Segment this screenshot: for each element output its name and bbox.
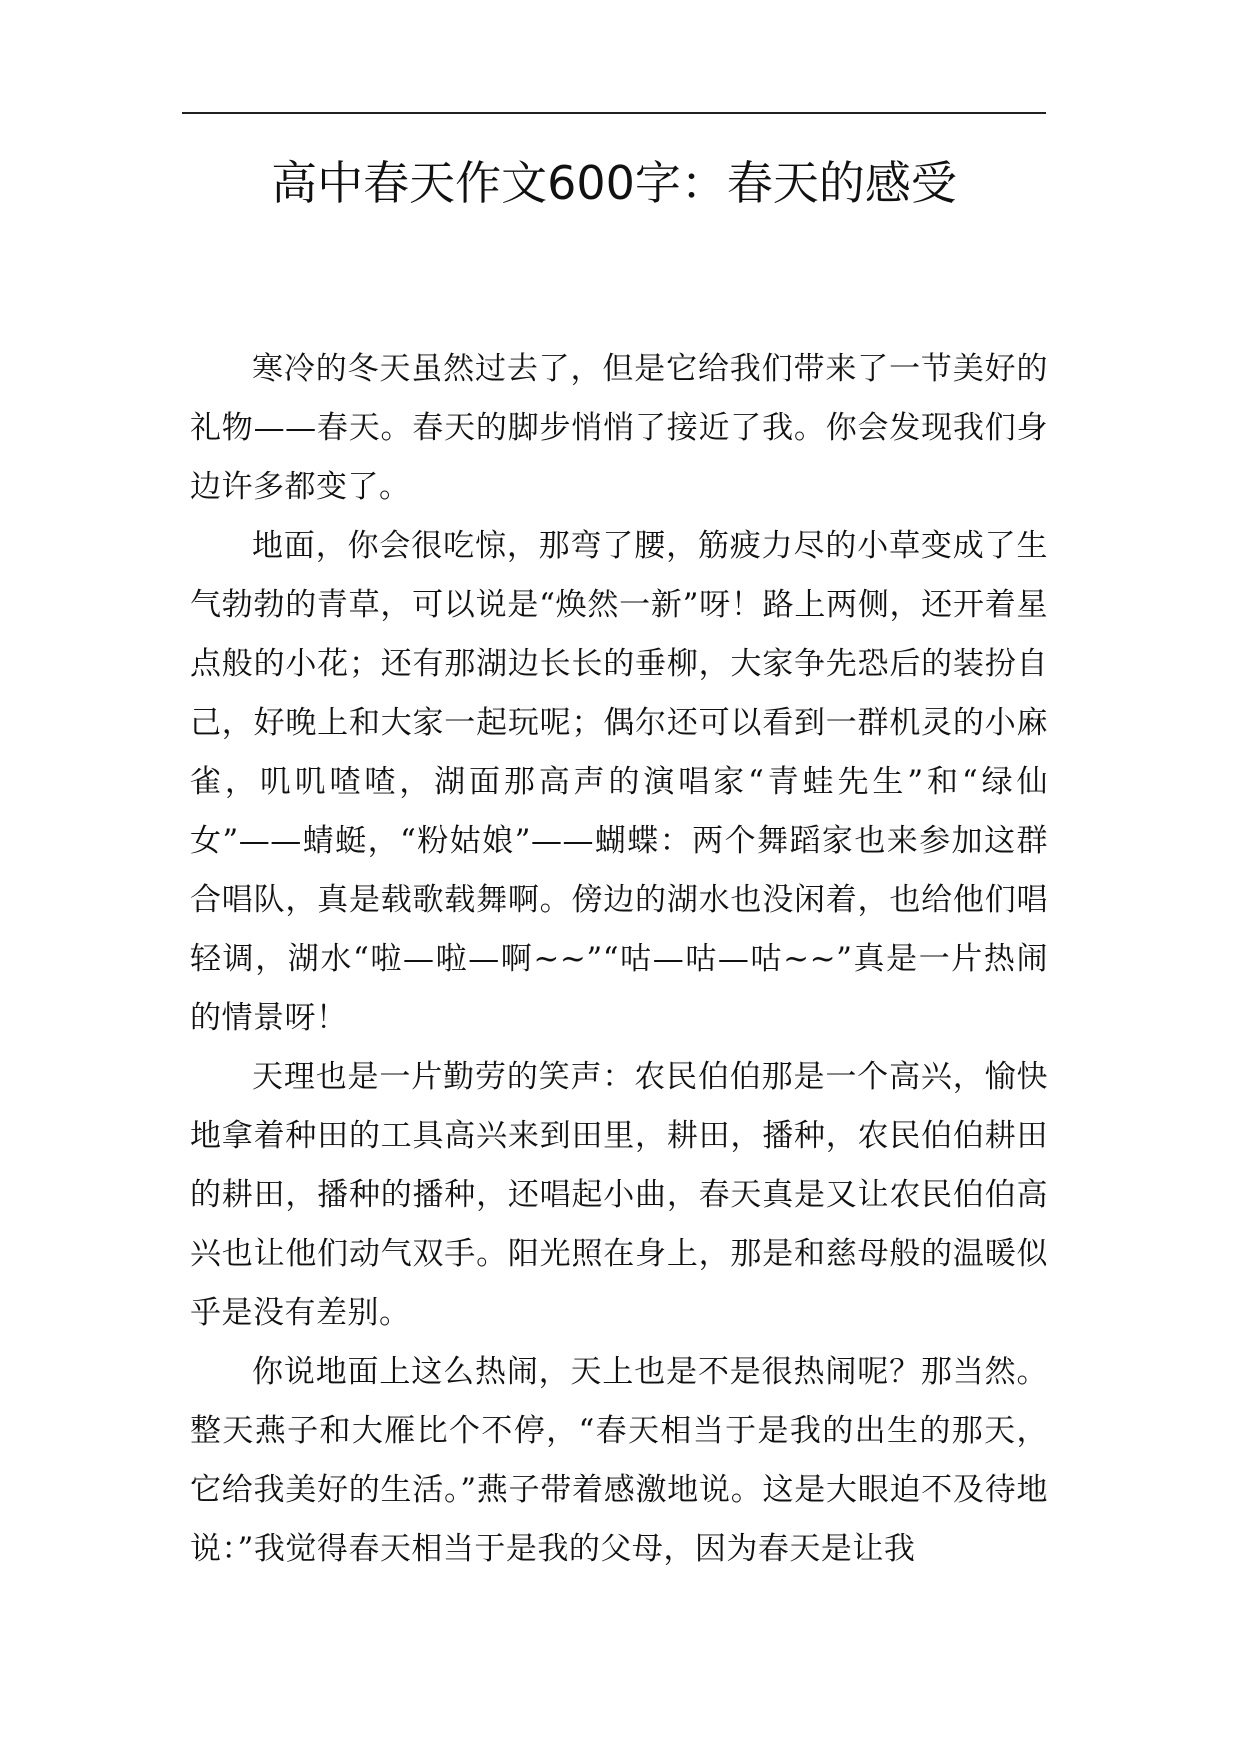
header-rule	[182, 112, 1046, 114]
essay-paragraph-4: 你说地面上这么热闹，天上也是不是很热闹呢？那当然。整天燕子和大雁比个不停，“春天相当于是我的出生的那天，它给我美好的生活。”燕子带着感激地说。这是大眼迫不及待地说：”我觉得春天相当于是我的父母，因为春天是让我	[190, 1354, 1048, 1567]
essay-paragraph-3: 天理也是一片勤劳的笑声：农民伯伯那是一个高兴，愉快地拿着种田的工具高兴来到田里，耕田，播种，农民伯伯耕田的耕田，播种的播种，还唱起小曲，春天真是又让农民伯伯高兴也让他们动气双手。阳光照在身上，那是和慈母般的温暖似乎是没有差别。	[190, 1059, 1048, 1331]
document-title: 高中春天作文600字：春天的感受	[271, 156, 957, 210]
essay-paragraph-1: 寒冷的冬天虽然过去了，但是它给我们带来了一节美好的礼物——春天。春天的脚步悄悄了接近了我。你会发现我们身边许多都变了。	[190, 351, 1048, 505]
essay-body	[190, 340, 1048, 1579]
essay-paragraph-2: 地面，你会很吃惊，那弯了腰，筋疲力尽的小草变成了生气勃勃的青草，可以说是“焕然一新”呀！路上两侧，还开着星点般的小花；还有那湖边长长的垂柳，大家争先恐后的装扮自己，好晚上和大家一起玩呢；偶尔还可以看到一群机灵的小麻雀，叽叽喳喳，湖面那高声的演唱家“青蛙先生”和“绿仙女”——蜻蜓，“粉姑娘”——蝴蝶：两个舞蹈家也来参加这群合唱队，真是载歌载舞啊。傍边的湖水也没闲着，也给他们唱轻调，湖水“啦—啦—啊~~”“咕—咕—咕~~”真是一片热闹的情景呀！	[190, 528, 1048, 1036]
